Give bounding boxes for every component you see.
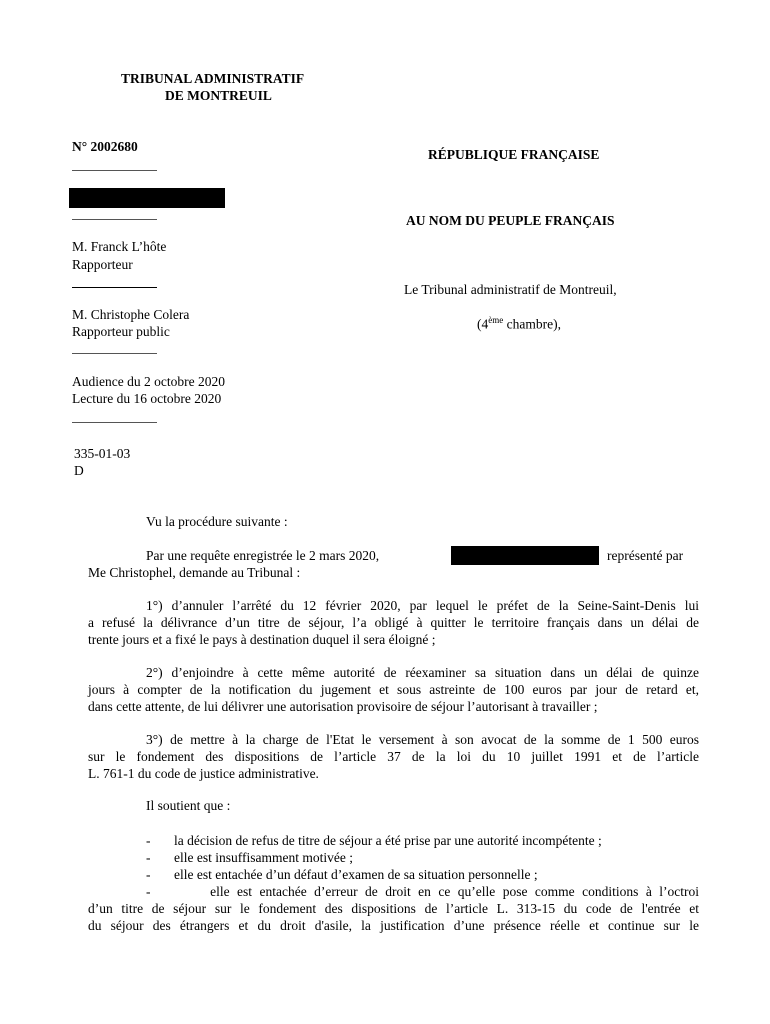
classification-code: 335-01-03 — [74, 446, 131, 461]
request-text-a: Par une requête enregistrée le 2 mars 2020, — [146, 548, 380, 563]
divider — [72, 170, 157, 171]
in-name-heading: AU NOM DU PEUPLE FRANÇAIS — [406, 213, 615, 228]
bullet-text: elle est insuffisamment motivée ; — [174, 850, 353, 865]
paragraph-line: du séjour des étrangers et du droit d'asile, la justification d’une présence réelle et continue sur le — [88, 918, 699, 933]
case-number: N° 2002680 — [72, 139, 138, 154]
list-item — [88, 849, 699, 866]
public-rapporteur-role: Rapporteur public — [72, 324, 170, 339]
hearing-date: Audience du 2 octobre 2020 — [72, 374, 225, 389]
paragraph-line: 2°) d’enjoindre à cette même autorité de réexaminer sa situation dans un délai de quinze — [146, 665, 699, 680]
list-item — [88, 832, 699, 849]
paragraph-annulment — [88, 597, 699, 648]
court-name-line2: DE MONTREUIL — [165, 88, 272, 103]
claims-list — [88, 832, 699, 883]
paragraph-line: d’un titre de séjour sur le fondement des dispositions de l’article L. 313-15 du code de l'entrée et — [88, 901, 699, 916]
redacted-applicant-name — [451, 546, 599, 565]
paragraph-line: - elle est entachée d’erreur de droit en ce qu’elle pose comme conditions à l’octroi — [146, 884, 699, 899]
chamber-line — [477, 315, 561, 333]
tribunal-line: Le Tribunal administratif de Montreuil, — [404, 282, 617, 297]
list-item — [88, 866, 699, 883]
request-text-line2: Me Christophel, demande au Tribunal : — [88, 565, 301, 580]
paragraph-line: dans cette attente, de lui délivrer une autorisation provisoire de séjour l’autorisant à travailler ; — [88, 699, 598, 714]
request-text-b: représenté par — [607, 548, 684, 563]
chamber-post: chambre), — [503, 316, 561, 332]
bullet-text: elle est entachée d’un défaut d’examen de sa situation personnelle ; — [174, 867, 538, 882]
chamber-pre: (4 — [477, 316, 489, 332]
divider — [72, 219, 157, 220]
divider — [72, 287, 157, 288]
bullet-dash: - — [146, 867, 151, 882]
rapporteur-name: M. Franck L’hôte — [72, 239, 167, 254]
divider — [72, 422, 157, 423]
paragraph-line: L. 761-1 du code de justice administrative. — [88, 766, 319, 781]
bullet-dash: - — [146, 850, 151, 865]
paragraph-injunction — [88, 664, 699, 715]
claims-intro: Il soutient que : — [146, 798, 231, 813]
paragraph-line: jours à compter de la notification du jugement et sous astreinte de 100 euros par jour de retard et, — [88, 682, 699, 697]
publication-letter: D — [74, 463, 84, 478]
public-rapporteur-name: M. Christophe Colera — [72, 307, 190, 322]
bullet-text: la décision de refus de titre de séjour a été prise par une autorité incompétente ; — [174, 833, 602, 848]
rapporteur-role: Rapporteur — [72, 257, 133, 272]
paragraph-line: trente jours et a fixé le pays à destination duquel il sera éloigné ; — [88, 632, 436, 647]
divider — [72, 353, 157, 354]
paragraph-line: sur le fondement des dispositions de l’article 37 de la loi du 10 juillet 1991 et de l’article — [88, 749, 699, 764]
claims-last-item — [88, 883, 699, 934]
reading-date: Lecture du 16 octobre 2020 — [72, 391, 222, 406]
paragraph-line: 1°) d’annuler l’arrêté du 12 février 2020, par lequel le préfet de la Seine-Saint-Denis lui — [146, 598, 699, 613]
chamber-sup: ème — [488, 315, 504, 325]
redacted-party-name — [69, 188, 225, 208]
paragraph-costs — [88, 731, 699, 782]
procedure-intro: Vu la procédure suivante : — [146, 514, 288, 529]
republic-heading: RÉPUBLIQUE FRANÇAISE — [428, 147, 600, 162]
paragraph-line: 3°) de mettre à la charge de l'Etat le versement à son avocat de la somme de 1 500 euros — [146, 732, 699, 747]
bullet-dash: - — [146, 833, 151, 848]
paragraph-line: a refusé la délivrance d’un titre de séjour, l’a obligé à quitter le territoire français dans un délai de — [88, 615, 699, 630]
court-name-line1: TRIBUNAL ADMINISTRATIF — [121, 71, 305, 86]
